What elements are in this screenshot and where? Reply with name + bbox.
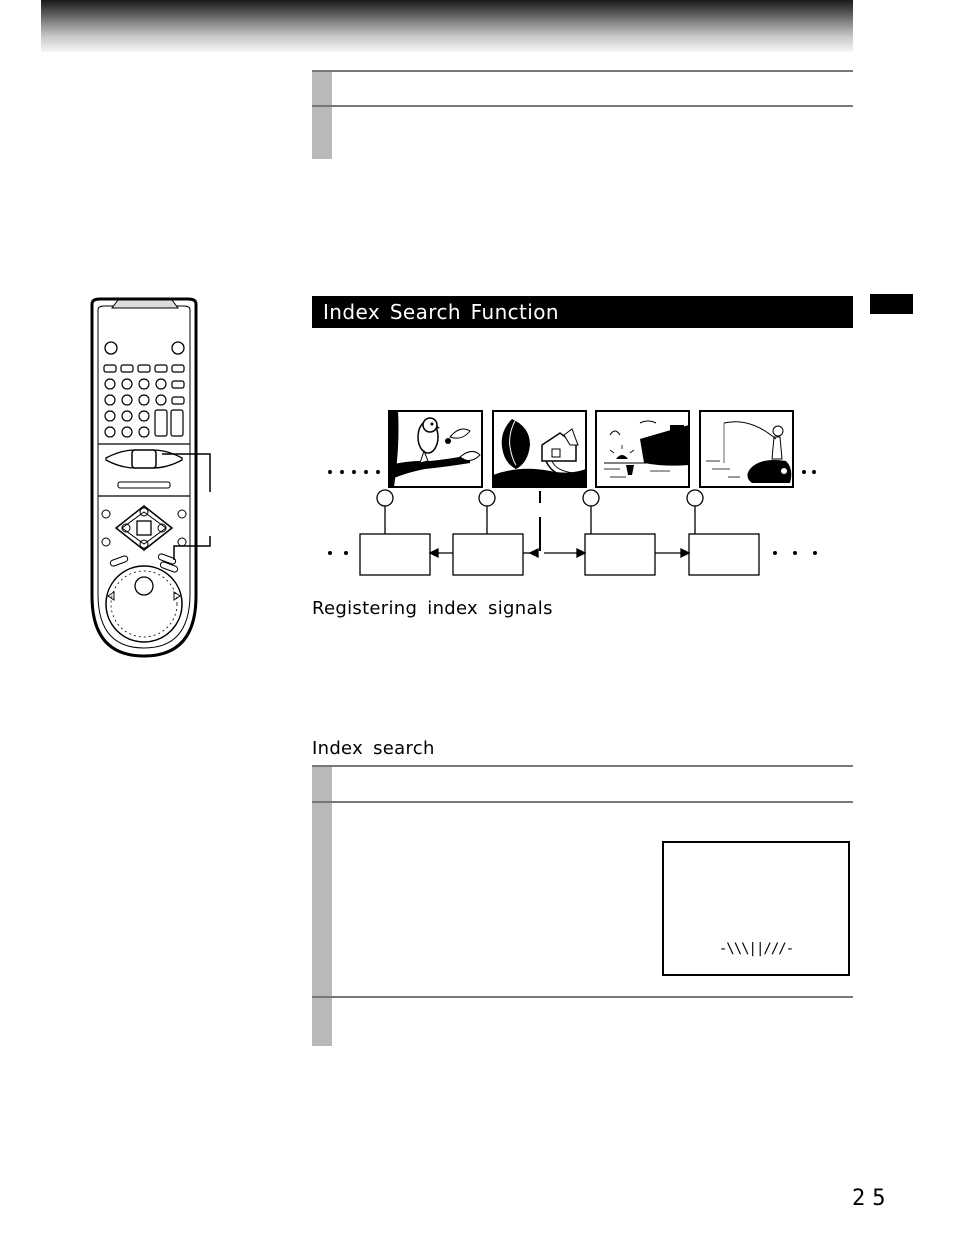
step-marker-3: [312, 998, 332, 1046]
scene-frame-ship: [596, 411, 689, 487]
step-divider: [312, 70, 853, 72]
osd-search-indicator: -\\\||///-: [718, 941, 794, 957]
callout-lines: [160, 452, 214, 564]
subheading-index-search: Index search: [312, 738, 435, 759]
scene-frame-bird: [389, 411, 482, 487]
step-marker-2: [312, 803, 332, 997]
step-marker-1: [312, 767, 332, 802]
step-divider: [312, 105, 853, 107]
header-band: [41, 0, 853, 52]
osd-screen: [662, 841, 850, 976]
step-marker-2: [312, 107, 332, 159]
step-divider: [312, 996, 853, 998]
section-title: Index Search Function: [312, 296, 853, 328]
index-signal-diagram: [320, 405, 830, 585]
search-boxes: [360, 534, 759, 575]
scene-frame-fishing: [700, 411, 793, 487]
chapter-tab: [870, 294, 913, 314]
page-number: 25: [852, 1186, 893, 1211]
step-marker-1: [312, 72, 332, 105]
subheading-registering: Registering index signals: [312, 598, 553, 619]
scene-frame-house: [493, 411, 586, 487]
step-divider: [312, 801, 853, 803]
step-divider: [312, 765, 853, 767]
